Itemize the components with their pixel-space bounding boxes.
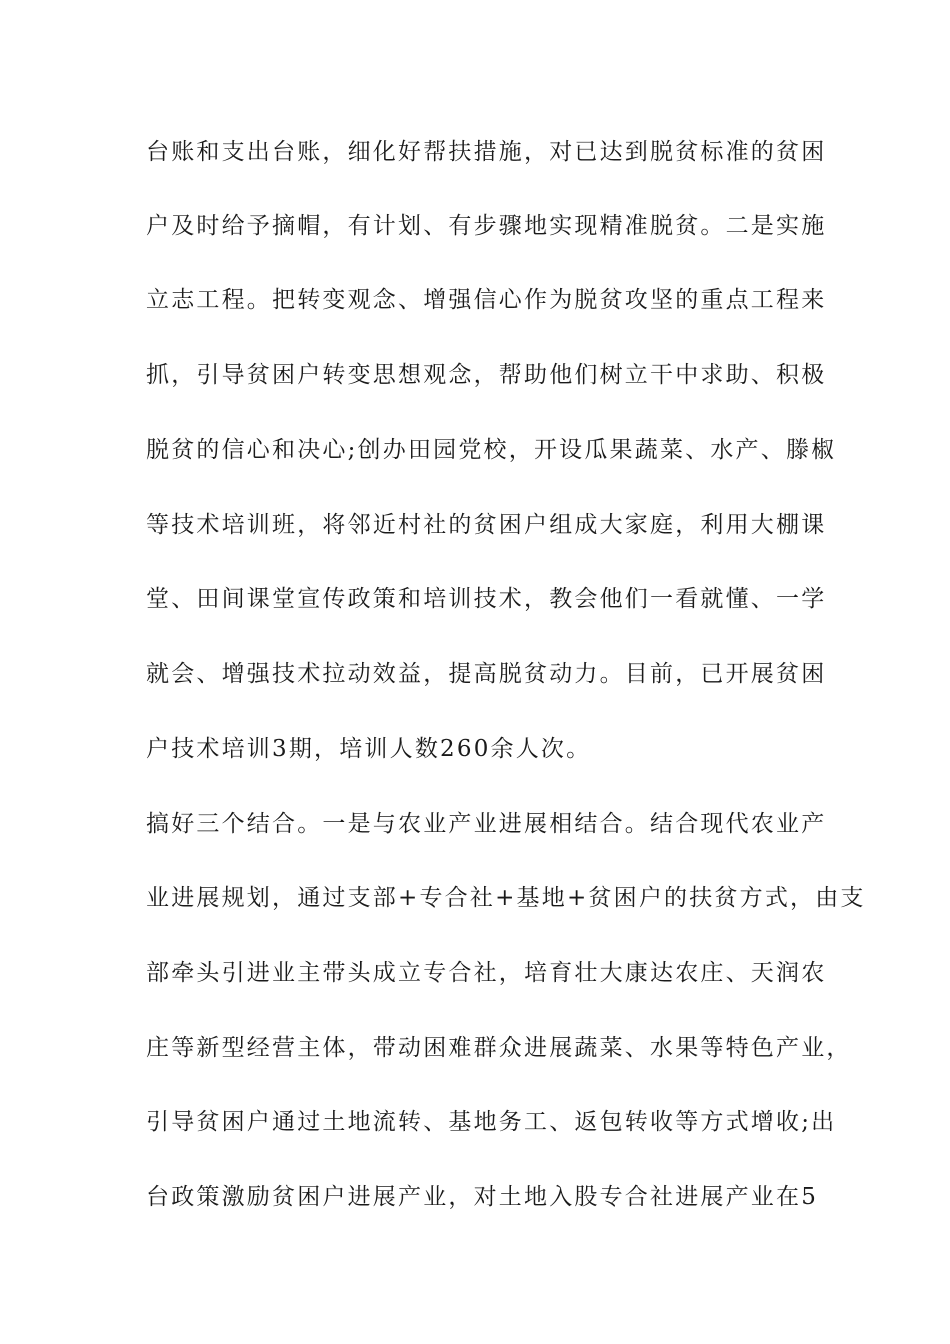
text-line: 业进展规划，通过支部+专合社+基地+贫困户的扶贫方式，由支 xyxy=(146,885,866,911)
text-line: 堂、田间课堂宣传政策和培训技术，教会他们一看就懂、一学 xyxy=(146,586,827,612)
text-line: 就会、增强技术拉动效益，提高脱贫动力。目前，已开展贫困 xyxy=(146,661,827,687)
text-line: 台账和支出台账，细化好帮扶措施，对已达到脱贫标准的贫困 xyxy=(146,139,827,165)
text-line: 搞好三个结合。一是与农业产业进展相结合。结合现代农业产 xyxy=(146,811,827,837)
text-line: 台政策激励贫困户进展产业，对土地入股专合社进展产业在5 xyxy=(146,1184,819,1210)
text-line: 户及时给予摘帽，有计划、有步骤地实现精准脱贫。二是实施 xyxy=(146,213,827,239)
text-line: 脱贫的信心和决心;创办田园党校，开设瓜果蔬菜、水产、滕椒 xyxy=(146,437,837,463)
text-line: 部牵头引进业主带头成立专合社，培育壮大康达农庄、天润农 xyxy=(146,960,827,986)
text-line: 户技术培训3期，培训人数260余人次。 xyxy=(146,736,592,762)
text-line: 等技术培训班，将邻近村社的贫困户组成大家庭，利用大棚课 xyxy=(146,512,827,538)
text-line: 庄等新型经营主体，带动困难群众进展蔬菜、水果等特色产业， xyxy=(146,1035,852,1061)
text-line: 立志工程。把转变观念、增强信心作为脱贫攻坚的重点工程来 xyxy=(146,287,827,313)
text-line: 抓，引导贫困户转变思想观念，帮助他们树立干中求助、积极 xyxy=(146,362,827,388)
text-line: 引导贫困户通过土地流转、基地务工、返包转收等方式增收;出 xyxy=(146,1109,837,1135)
